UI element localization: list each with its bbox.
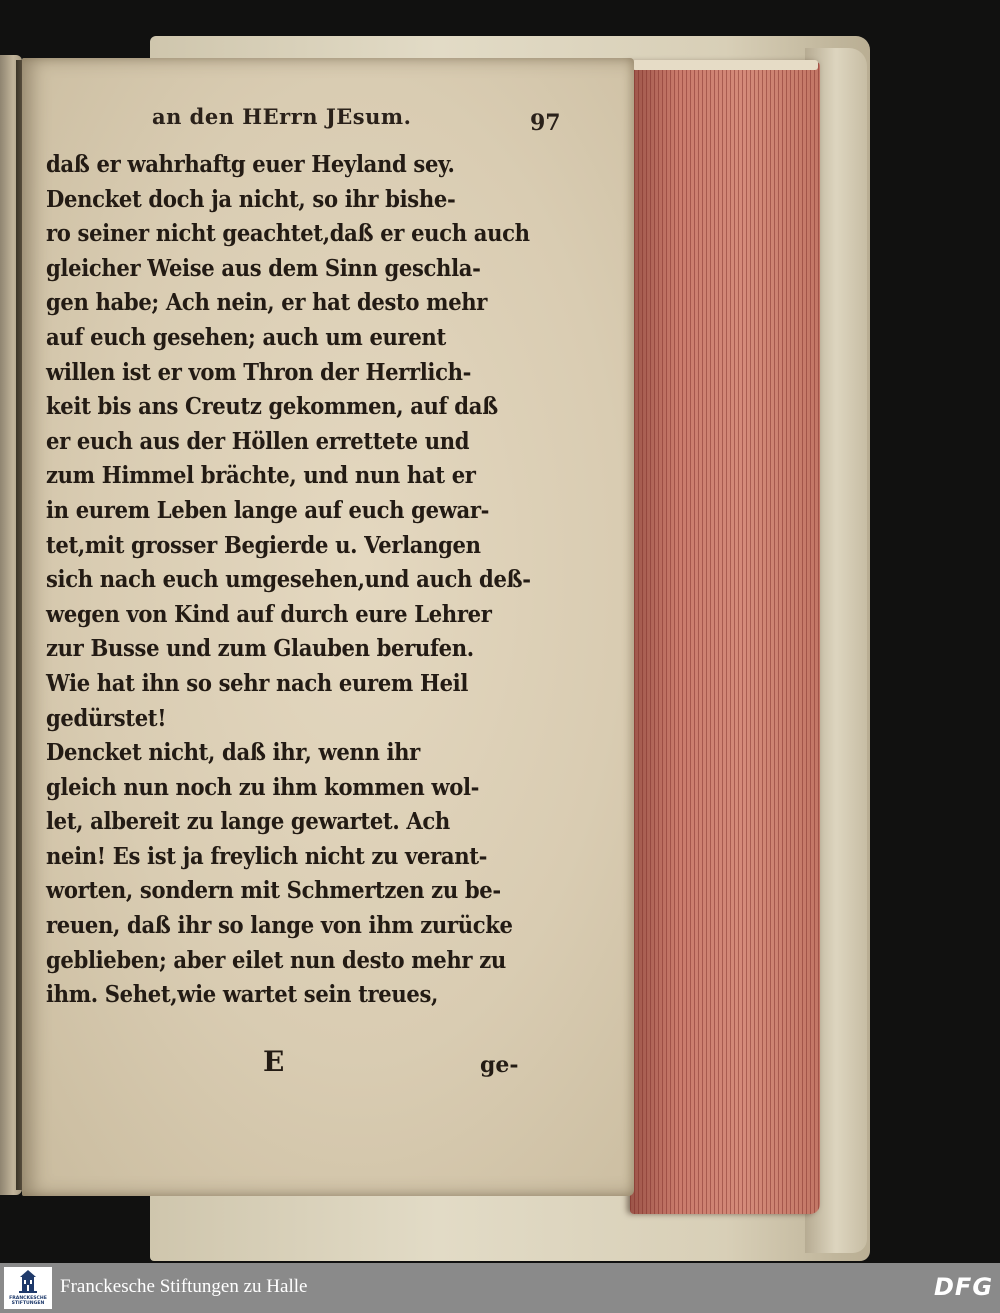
text-line: zur Busse und zum Glauben berufen. (46, 634, 474, 663)
text-line: zum Himmel brächte, und nun hat er (46, 461, 476, 490)
institution-name: Franckesche Stiftungen zu Halle (60, 1276, 308, 1297)
text-line: er euch aus der Höllen errettete und (46, 426, 470, 455)
text-line: sich nach euch umgesehen,und auch deß- (46, 565, 531, 594)
text-line: auf euch gesehen; auch um eurent (46, 322, 446, 351)
text-line: willen ist er vom Thron der Herrlich- (46, 357, 472, 386)
text-line: gleich nun noch zu ihm kommen wol- (46, 772, 480, 801)
text-line: keit bis ans Creutz gekommen, auf daß (46, 392, 498, 421)
page-number: 97 (530, 110, 561, 136)
text-line: daß er wahrhaftg euer Heyland sey. (46, 150, 455, 178)
signature-mark: E (263, 1045, 285, 1078)
logo-text (4, 1296, 52, 1307)
page-block-top (632, 60, 818, 70)
text-line: let, albereit zu lange gewartet. Ach (46, 807, 450, 836)
body-text (46, 147, 546, 1012)
red-page-edges (630, 62, 820, 1214)
viewer-footer (0, 1263, 1000, 1313)
franckesche-stiftungen-logo[interactable] (4, 1267, 52, 1309)
logo-text-line: STIFTUNGEN (11, 1301, 45, 1307)
text-line: ro seiner nicht geachtet,daß er euch auch (46, 219, 530, 248)
text-line: gedürstet! (46, 703, 167, 732)
text-line: Dencket nicht, daß ihr, wenn ihr (46, 738, 420, 767)
text-line: ihm. Sehet,wie wartet sein treues, (46, 980, 439, 1009)
text-line: gleicher Weise aus dem Sinn geschla- (46, 253, 481, 282)
text-line: worten, sondern mit Schmertzen zu be- (46, 876, 501, 905)
text-line: reuen, daß ihr so lange von ihm zurücke (46, 911, 513, 940)
dfg-logo[interactable]: DFG (934, 1273, 994, 1301)
text-line: Dencket doch ja nicht, so ihr bishe- (46, 184, 456, 213)
building-icon (18, 1269, 38, 1295)
text-line: geblieben; aber eilet nun desto mehr zu (46, 945, 506, 974)
text-line: wegen von Kind auf durch eure Lehrer (46, 599, 492, 628)
text-line: Wie hat ihn so sehr nach eurem Heil (46, 668, 469, 697)
text-line: in eurem Leben lange auf euch gewar- (46, 495, 490, 524)
catchword: ge- (480, 1052, 519, 1078)
running-header: an den HErrn JEsum. (152, 104, 412, 129)
text-line: nein! Es ist ja freylich nicht zu verant- (46, 841, 488, 870)
logo-text-line: FRANCKESCHE (9, 1296, 47, 1301)
text-line: gen habe; Ach nein, er hat desto mehr (46, 288, 488, 317)
text-line: tet,mit grosser Begierde u. Verlangen (46, 530, 481, 559)
